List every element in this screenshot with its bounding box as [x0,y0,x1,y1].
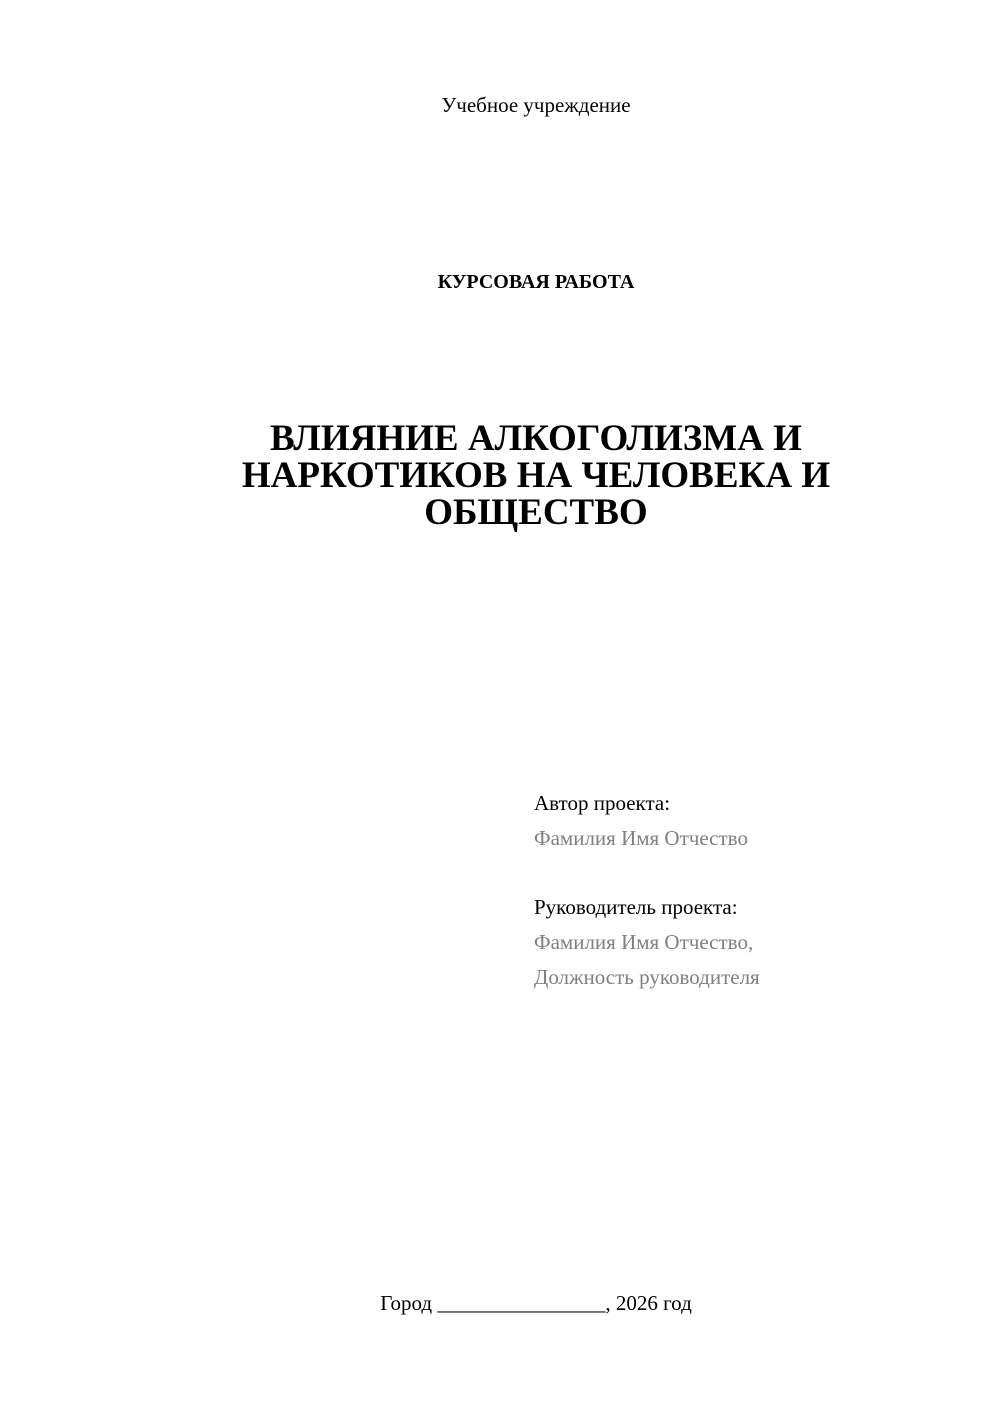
city-blank-line: ________________ [437,1291,606,1315]
year-text: , 2026 год [605,1291,692,1315]
supervisor-label: Руководитель проекта: [534,895,738,919]
title-line-3: ОБЩЕСТВО [424,492,648,533]
author-label: Автор проекта: [534,791,671,815]
supervisor-position-placeholder: Должность руководителя [534,965,760,989]
credits-block [534,786,760,995]
city-label: Город [380,1291,433,1315]
title-line-1: ВЛИЯНИЕ АЛКОГОЛИЗМА И [270,418,802,459]
footer-city-year [0,1288,1000,1318]
title-line-2: НАРКОТИКОВ НА ЧЕЛОВЕКА И [241,455,831,496]
document-title [0,420,1000,531]
document-type: КУРСОВАЯ РАБОТА [437,271,635,293]
supervisor-name-placeholder: Фамилия Имя Отчество, [534,930,754,954]
institution-name: Учебное учреждение [441,93,631,117]
author-name-placeholder: Фамилия Имя Отчество [534,826,748,850]
credits-spacer [534,856,760,890]
